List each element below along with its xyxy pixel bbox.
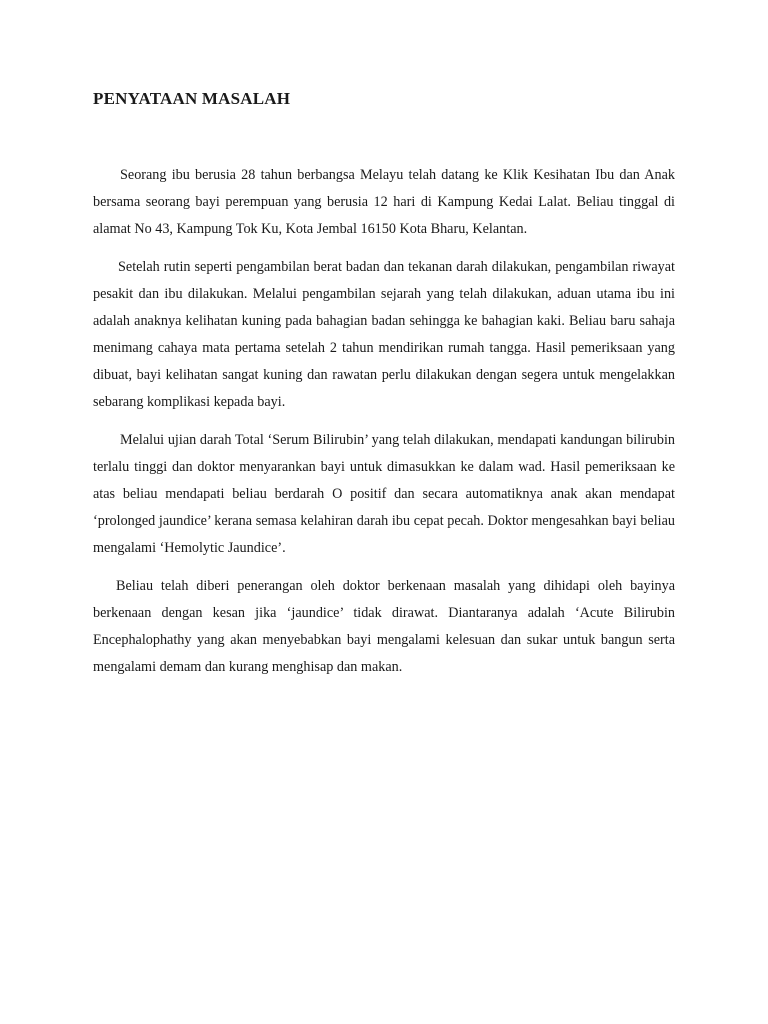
paragraph-3: Melalui ujian darah Total ‘Serum Bilirubin’ yang telah dilakukan, mendapati kandungan bilirubin terlalu tinggi dan doktor menyarankan bayi untuk dimasukkan ke dalam wad. Hasil pemeriksaan ke atas beliau mendapati beliau berdarah O positif dan secara automatiknya anak akan mendapat ‘prolonged jaundice’ kerana semasa kelahiran darah ibu cepat pecah. Doktor mengesahkan bayi beliau mengalami ‘Hemolytic Jaundice’. [93, 432, 675, 556]
document-body [93, 162, 675, 681]
paragraph-2: Setelah rutin seperti pengambilan berat badan dan tekanan darah dilakukan, pengambilan riwayat pesakit dan ibu dilakukan. Melalui pengambilan sejarah yang telah dilakukan, aduan utama ibu ini adalah anaknya kelihatan kuning pada bahagian badan sehingga ke bahagian kaki. Beliau baru sahaja menimang cahaya mata pertama setelah 2 tahun mendirikan rumah tangga. Hasil pemeriksaan yang dibuat, bayi kelihatan sangat kuning dan rawatan perlu dilakukan dengan segera untuk mengelakkan sebarang komplikasi kepada bayi. [93, 259, 675, 410]
document-title: PENYATAAN MASALAH [93, 89, 291, 108]
document-page [93, 84, 675, 692]
paragraph-1: Seorang ibu berusia 28 tahun berbangsa Melayu telah datang ke Klik Kesihatan Ibu dan Anak bersama seorang bayi perempuan yang berusia 12 hari di Kampung Kedai Lalat. Beliau tinggal di alamat No 43, Kampung Tok Ku, Kota Jembal 16150 Kota Bharu, Kelantan. [93, 167, 675, 237]
paragraph-4: Beliau telah diberi penerangan oleh doktor berkenaan masalah yang dihidapi oleh bayinya berkenaan dengan kesan jika ‘jaundice’ tidak dirawat. Diantaranya adalah ‘Acute Bilirubin Encephalophathy yang akan menyebabkan bayi mengalami kelesuan dan sukar untuk bangun serta mengalami demam dan kurang menghisap dan makan. [93, 578, 675, 675]
